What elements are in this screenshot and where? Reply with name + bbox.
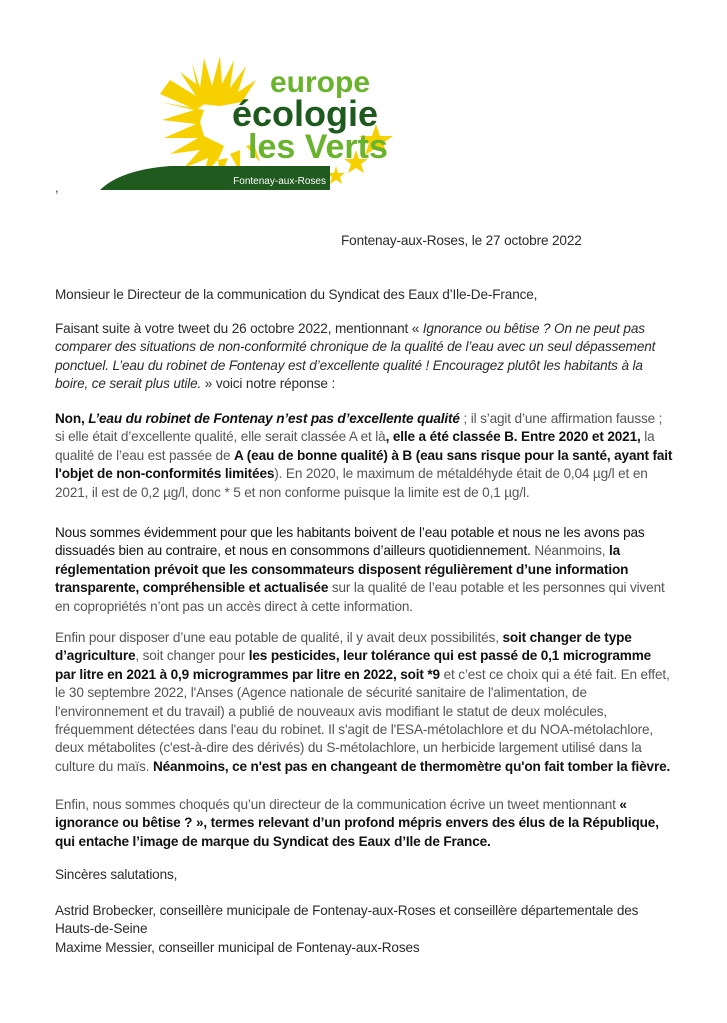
p2-claim: L’eau du robinet de Fontenay n’est pas d’excellente qualité	[88, 411, 460, 426]
p2-a-to-b: A (eau de bonne qualité) à B (eau sans risque pour la santé, ayant fait l'objet de non-conformités limitées	[55, 447, 673, 482]
p1-tweet-quote: Ignorance ou bêtise ? On ne peut pas comparer des situations de non-conformité chronique de la qualité de l’eau avec un seul dépassement ponctuel. L’eau du robinet de Fontenay est d’excellente qualité ! Encouragez plutôt les habitants à la boire, ce serait plus utile.	[55, 321, 656, 392]
place-date: Fontenay-aux-Roses, le 27 octobre 2022	[341, 233, 582, 248]
p3-text2: sur la qualité de l’eau potable et les personnes qui vivent en copropriétés n’ont pas un accès direct à cette information.	[55, 580, 665, 614]
p4-anses: et c’est ce choix qui a été fait. En effet, le 30 septembre 2022, l'Anses (Agence nationale de sécurité sanitaire de l'alimentation, de l'environnement et du travail) a publié de nouveaux avis modifiant le statut de deux molécules, fréquemment détectées dans l'eau du robinet. Il s'agit de l'ESA-métolachlore et du NOA-métolachlore, deux métabolites (c'est-à-dire des dérivés) du S-métolachlore, un herbicide largement utilisé dans la culture du maïs.	[55, 666, 670, 774]
p2-no: Non,	[55, 411, 89, 426]
paragraph-3	[55, 524, 675, 616]
p4-thermometer: Néanmoins, ce n'est pas en changeant de thermomètre qu'on fait tomber la fièvre.	[152, 758, 671, 774]
p2-classified-b: , elle a été classée B. Entre 2020 et 2021,	[385, 429, 641, 445]
paragraph-2	[55, 410, 675, 502]
p4-agriculture: soit changer de type d’agriculture	[55, 630, 632, 664]
signatory-2: Maxime Messier, conseiller municipal de Fontenay-aux-Roses	[55, 940, 420, 955]
p5-text1: Enfin, nous sommes choqués qu’un directeur de la communication écrive un tweet mentionnant	[55, 797, 620, 812]
closing: Sincères salutations,	[55, 867, 178, 882]
p4-text2: , soit changer pour	[135, 648, 249, 664]
p1-outro: » voici notre réponse :	[201, 376, 336, 392]
p4-text1: Enfin pour disposer d’une eau potable de qualité, il y avait deux possibilités,	[55, 630, 503, 645]
p5-contempt: « ignorance ou bêtise ? », termes relevant d’un profond mépris envers des élus de la République, qui entache l’image de marque du Syndicat des Eaux d’Ile de France.	[55, 797, 659, 849]
p3-text1: Nous sommes évidemment pour que les habitants boivent de l’eau potable et nous ne les avons pas dissuadés bien au contraire, et nous en consommons d’ailleurs quotidiennement.	[55, 525, 645, 559]
p4-pesticides: les pesticides, leur tolérance qui est passé de 0,1 microgramme par litre en 2021 à 0,9 microgrammes par litre en 2022, soit *9	[55, 648, 652, 682]
paragraph-1	[55, 320, 675, 394]
logo-banner-text: Fontenay-aux-Roses	[233, 176, 326, 187]
p2-text2: la qualité de l’eau est passée de	[55, 429, 655, 463]
paragraph-4	[55, 629, 675, 776]
p1-intro: Faisant suite à votre tweet du 26 octobre 2022, mentionnant «	[55, 321, 423, 336]
eelv-logo	[100, 50, 400, 195]
salutation: Monsieur le Directeur de la communication du Syndicat des Eaux d’Ile-De-France,	[55, 287, 538, 302]
signatory-1: Astrid Brobecker, conseillère municipale de Fontenay-aux-Roses et conseillère départementale des Hauts-de-Seine	[55, 903, 639, 937]
stray-mark: ,	[55, 180, 59, 195]
logo-line3: les Verts	[248, 128, 388, 166]
paragraph-5	[55, 796, 675, 851]
p3-regulation: la réglementation prévoit que les consommateurs disposent régulièrement d’une information transparente, compréhensible et actualisée	[55, 543, 629, 596]
logo-line1: europe	[270, 66, 371, 99]
p3-nevertheless: Néanmoins,	[534, 543, 610, 559]
p2-text1: ; il s’agit d’une affirmation fausse ; si elle était d’excellente qualité, elle serait classée A et là	[55, 411, 663, 445]
p2-metaldehyde: ). En 2020, le maximum de métaldéhyde était de 0,04 µg/l et en 2021, il est de 0,2 µg/l, donc * 5 et non conforme puisque la limite est de 0,1 µg/l.	[55, 466, 648, 500]
logo-line2: écologie	[232, 93, 379, 134]
